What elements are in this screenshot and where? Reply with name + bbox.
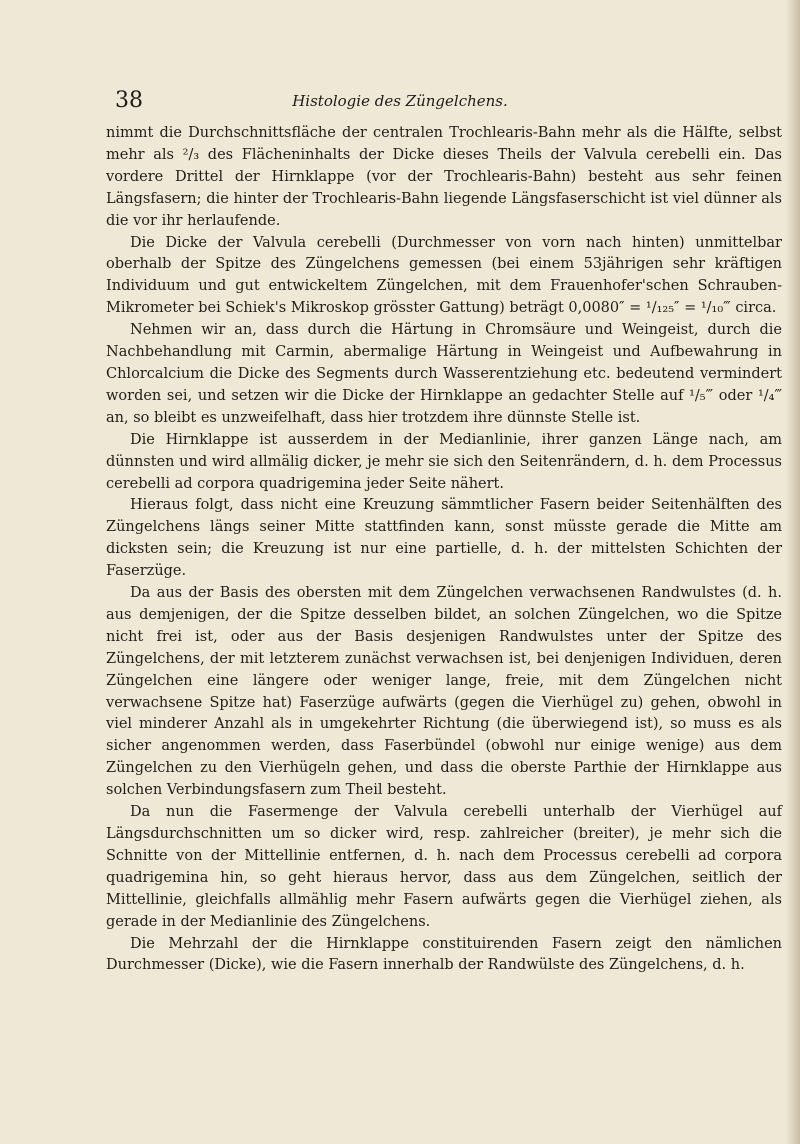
paragraph: Da aus der Basis des obersten mit dem Züngelchen verwachsenen Randwulstes (d. h. aus demjenigen, der die Spitze desselben bildet, an solchen Züngelchen, wo die Spitze nicht frei ist, oder aus der Basis desjenigen Randwulstes unter der Spitze des Züngelchens, der mit letzterem zunächst verwachsen ist, bei denjenigen Individuen, deren Züngelchen eine längere oder weniger lange, freie, mit dem Züngelchen nicht verwachsene Spitze hat) Faserzüge aufwärts (gegen die Vierhügel zu) gehen, obwohl in viel minderer Anzahl als in umgekehrter Richtung (die überwiegend ist), so muss es als sicher angenommen werden, dass Faserbündel (obwohl nur einige wenige) aus dem Züngelchen zu den Vierhügeln gehen, und dass die oberste Parthie der Hirnklappe aus solchen Verbindungsfasern zum Theil besteht. bbox=[106, 585, 782, 799]
paragraph: Die Dicke der Valvula cerebelli (Durchmesser von vorn nach hinten) unmittelbar oberhalb der Spitze des Züngelchens gemessen (bei einem 53jährigen sehr kräftigen Individuum und gut entwickeltem Züngelchen, mit dem Frauenhofer'schen Schrauben-Mikrometer bei Schiek's Mikroskop grösster Gattung) beträgt 0,0080″ = ¹/₁₂₅″ = ¹/₁₀‴ circa. bbox=[106, 234, 782, 317]
body-text bbox=[106, 123, 782, 977]
paragraph: nimmt die Durchschnittsfläche der centralen Trochlearis-Bahn mehr als die Hälfte, selbst mehr als ²/₃ des Flächeninhalts der Dicke dieses Theils der Valvula cerebelli ein. Das vordere Drittel der Hirnklappe (vor der Trochlearis-Bahn) besteht aus sehr feinen Längsfasern; die hinter der Trochlearis-Bahn liegende Längsfaserschicht ist viel dünner als die vor ihr herlaufende. bbox=[106, 125, 782, 229]
page-spine-shadow bbox=[786, 0, 800, 1144]
page-number: 38 bbox=[115, 88, 143, 113]
paragraph: Da nun die Fasermenge der Valvula cerebelli unterhalb der Vierhügel auf Längsdurchschnitten um so dicker wird, resp. zahlreicher (breiter), je mehr sich die Schnitte von der Mittellinie entfernen, d. h. nach dem Processus cerebelli ad corpora quadrigemina hin, so geht hieraus hervor, dass aus dem Züngelchen, seitlich der Mittellinie, gleichfalls allmählig mehr Fasern aufwärts gegen die Vierhügel ziehen, als gerade in der Medianlinie des Züngelchens. bbox=[106, 804, 782, 930]
paragraph: Die Hirnklappe ist ausserdem in der Medianlinie, ihrer ganzen Länge nach, am dünnsten und wird allmälig dicker, je mehr sie sich den Seitenrändern, d. h. dem Processus cerebelli ad corpora quadrigemina jeder Seite nähert. bbox=[106, 431, 782, 492]
running-title: Histologie des Züngelchens. bbox=[292, 92, 508, 110]
paragraph: Die Mehrzahl der die Hirnklappe constituirenden Fasern zeigt den nämlichen Durchmesser (Dicke), wie die Fasern innerhalb der Randwülste des Züngelchens, d. h. bbox=[106, 935, 782, 974]
paragraph: Hieraus folgt, dass nicht eine Kreuzung sämmtlicher Fasern beider Seitenhälften des Züngelchens längs seiner Mitte stattfinden kann, sonst müsste gerade die Mitte am dicksten sein; die Kreuzung ist nur eine partielle, d. h. der mittelsten Schichten der Faserzüge. bbox=[106, 497, 782, 580]
page-header bbox=[0, 88, 800, 118]
paragraph: Nehmen wir an, dass durch die Härtung in Chromsäure und Weingeist, durch die Nachbehandlung mit Carmin, abermalige Härtung in Weingeist und Aufbewahrung in Chlorcalcium die Dicke des Segments durch Wasserentziehung etc. bedeutend vermindert worden sei, und setzen wir die Dicke der Hirnklappe an gedachter Stelle auf ¹/₅‴ oder ¹/₄‴ an, so bleibt es unzweifelhaft, dass hier trotzdem ihre dünnste Stelle ist. bbox=[106, 322, 782, 426]
